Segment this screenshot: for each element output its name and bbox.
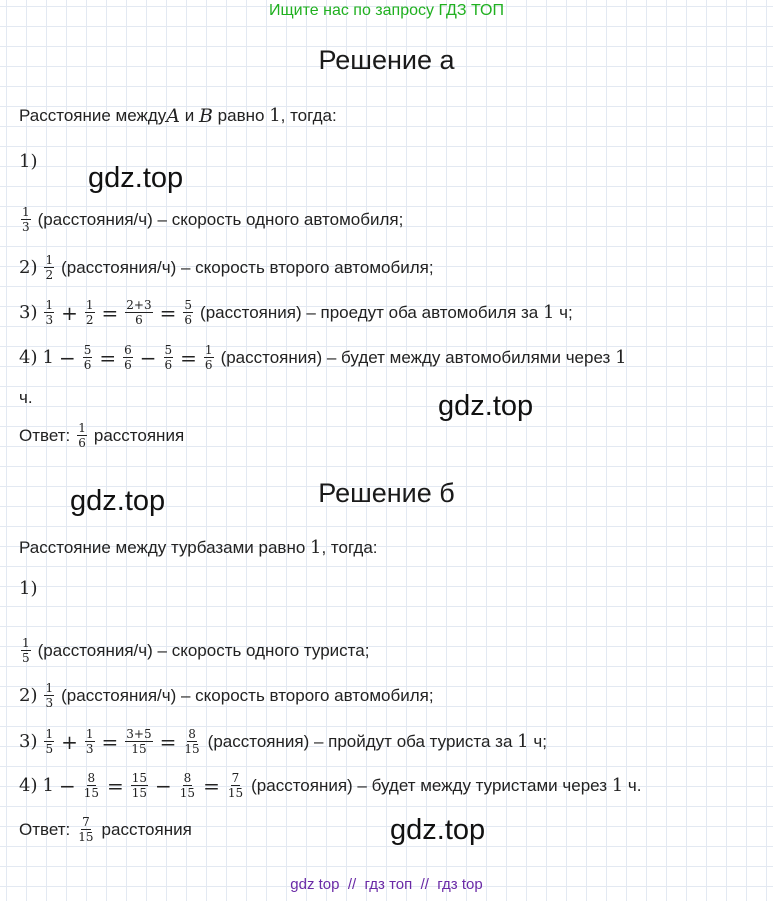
math-number: 1 [310, 537, 322, 558]
math-number: 1 [269, 105, 281, 126]
step-text: ч; [554, 302, 573, 322]
step4-line [19, 772, 642, 799]
step-text: (расстояния) – будет между туристами через [251, 775, 612, 795]
answer-b [19, 816, 192, 843]
step-text: (расстояния) – пройдут оба туриста за [207, 731, 518, 751]
minus-sign: − [58, 773, 76, 798]
equals-sign: = [203, 773, 220, 798]
intro-text: равно [212, 106, 270, 125]
footer-links[interactable]: gdz top // гдз топ // гдз top [290, 876, 483, 893]
math-number: 1 [42, 346, 54, 368]
intro-text: Расстояние между [19, 106, 167, 125]
fraction: $\frac{1}{3}$ [22, 205, 30, 234]
math-number: 1 [615, 346, 627, 368]
step4-label: 4) [19, 346, 38, 368]
fraction: $\frac{5}{6}$ [164, 343, 173, 372]
fraction: $\frac{8}{15}$ [179, 771, 196, 800]
fraction: $\frac{3+5}{15}$ [126, 727, 152, 756]
fraction: $\frac{15}{15}$ [131, 771, 148, 800]
equals-sign: = [106, 773, 124, 798]
fraction: $\frac{1}{3}$ [45, 298, 54, 327]
section-a-intro [19, 104, 337, 128]
answer-label: Ответ: [19, 819, 71, 839]
minus-sign: − [155, 773, 172, 798]
fraction: $\frac{1}{2}$ [85, 298, 94, 327]
watermark: gdz.top [88, 162, 184, 194]
plus-sign: + [61, 300, 78, 325]
step4-continuation [19, 386, 33, 410]
math-number: 1 [542, 301, 555, 323]
fraction: $\frac{1}{6}$ [204, 343, 213, 372]
var-a: A [166, 105, 181, 127]
conj-text: и [180, 106, 199, 125]
intro-text: Расстояние между турбазами равно [19, 538, 311, 557]
equals-sign: = [101, 729, 119, 754]
section-b-title: Решение б [318, 478, 455, 508]
intro-text: , тогда: [280, 106, 337, 125]
step3-line [19, 299, 573, 326]
search-banner: Ищите нас по запросу ГДЗ ТОП [269, 2, 504, 19]
var-b: B [198, 105, 213, 127]
fraction: $\frac{1}{3}$ [45, 681, 54, 710]
step-label [19, 577, 37, 601]
fraction: $\frac{7}{15}$ [227, 771, 244, 800]
step4-label: 4) [19, 774, 38, 796]
equals-sign: = [180, 345, 197, 370]
watermark: gdz.top [438, 390, 534, 422]
fraction: $\frac{2+3}{6}$ [126, 298, 152, 327]
step1-line [19, 637, 369, 664]
fraction: $\frac{6}{6}$ [124, 343, 132, 372]
step-text: ч. [19, 388, 33, 407]
step-text: (расстояния/ч) – скорость одного автомобиля; [37, 209, 404, 229]
step1-label: 1) [19, 578, 38, 599]
step2-line [19, 254, 434, 281]
step3-label: 3) [19, 301, 38, 323]
fraction: $\frac{1}{3}$ [85, 727, 94, 756]
fraction: $\frac{7}{15}$ [78, 815, 94, 844]
fraction: $\frac{8}{15}$ [83, 771, 99, 800]
section-b-intro [19, 536, 378, 560]
answer-label: Ответ: [19, 425, 71, 445]
step2-label: 2) [19, 256, 38, 278]
step-text: (расстояния) – будет между автомобилями через [220, 347, 616, 367]
equals-sign: = [159, 729, 177, 754]
fraction: $\frac{1}{6}$ [78, 421, 86, 450]
minus-sign: − [58, 345, 76, 370]
step3-line [19, 728, 547, 755]
step-text: ч; [528, 731, 547, 751]
minus-sign: − [139, 345, 157, 370]
math-number: 1 [611, 774, 624, 796]
step-label [19, 150, 37, 174]
step4-line [19, 344, 627, 371]
fraction: $\frac{5}{6}$ [83, 343, 92, 372]
answer-a [19, 422, 184, 449]
fraction: $\frac{1}{5}$ [22, 636, 30, 665]
watermark: gdz.top [70, 485, 166, 517]
equals-sign: = [101, 300, 119, 325]
fraction: $\frac{1}{5}$ [45, 727, 54, 756]
step1-line [19, 206, 403, 233]
step1-label: 1) [19, 151, 38, 172]
section-a-title: Решение а [318, 45, 455, 75]
answer-text: расстояния [101, 819, 192, 839]
step-text: (расстояния/ч) – скорость второго автомобиля; [61, 685, 434, 705]
step-text: (расстояния/ч) – скорость одного туриста; [37, 640, 370, 660]
math-number: 1 [517, 730, 529, 752]
plus-sign: + [61, 729, 78, 754]
equals-sign: = [99, 345, 117, 370]
step2-line [19, 682, 434, 709]
watermark: gdz.top [390, 814, 486, 846]
step-text: (расстояния) – проедут оба автомобиля за [200, 302, 543, 322]
answer-text: расстояния [93, 425, 185, 445]
step-text: (расстояния/ч) – скорость второго автомобиля; [61, 257, 434, 277]
step2-label: 2) [19, 684, 38, 706]
intro-text: , тогда: [321, 538, 378, 557]
step3-label: 3) [19, 730, 38, 752]
math-number: 1 [42, 774, 54, 796]
fraction: $\frac{5}{6}$ [184, 298, 193, 327]
fraction: $\frac{1}{2}$ [45, 253, 54, 282]
equals-sign: = [159, 300, 177, 325]
fraction: $\frac{8}{15}$ [184, 727, 200, 756]
step-text: ч. [623, 775, 642, 795]
